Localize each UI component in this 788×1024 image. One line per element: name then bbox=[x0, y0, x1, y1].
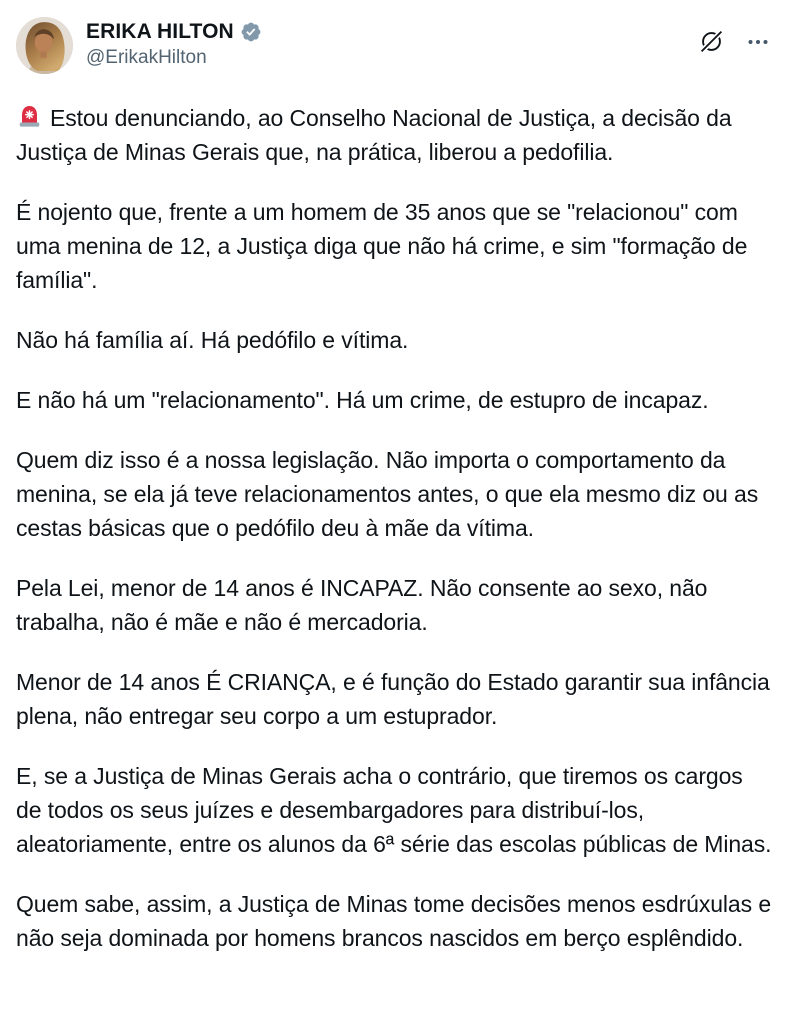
avatar-image bbox=[16, 17, 73, 74]
post-paragraph: E não há um "relacionamento". Há um crime, de estupro de incapaz. bbox=[16, 387, 709, 413]
verified-badge-icon bbox=[240, 21, 262, 43]
post-paragraph: Quem diz isso é a nossa legislação. Não importa o comportamento da menina, se ela já teve relacionamentos antes, o que ela mesmo diz ou as cestas básicas que o pedófilo deu à mãe da vítima. bbox=[16, 447, 759, 541]
post-paragraph: Não há família aí. Há pedófilo e vítima. bbox=[16, 327, 409, 353]
grok-icon-glyph bbox=[699, 29, 724, 54]
police-light-glyph bbox=[16, 103, 43, 130]
more-options-icon[interactable] bbox=[746, 30, 770, 54]
header-actions bbox=[699, 17, 772, 54]
police-light-icon bbox=[16, 103, 43, 130]
post-paragraph: Quem sabe, assim, a Justiça de Minas tome decisões menos esdrúxulas e não seja dominada por homens brancos nascidos em berço esplêndido. bbox=[16, 891, 772, 951]
user-handle[interactable]: @ErikakHilton bbox=[86, 47, 207, 68]
post-paragraph bbox=[16, 101, 772, 169]
tweet-header bbox=[16, 0, 772, 74]
post-text bbox=[16, 101, 772, 955]
avatar[interactable] bbox=[16, 17, 73, 74]
post-paragraph: É nojento que, frente a um homem de 35 anos que se "relacionou" com uma menina de 12, a Justiça diga que não há crime, e sim "formação de família". bbox=[16, 199, 748, 293]
grok-icon[interactable] bbox=[699, 29, 724, 54]
post-paragraph: Menor de 14 anos É CRIANÇA, e é função do Estado garantir sua infância plena, não entregar seu corpo a um estuprador. bbox=[16, 669, 770, 729]
display-name[interactable]: ERIKA HILTON bbox=[86, 20, 234, 43]
ellipsis-glyph bbox=[746, 30, 770, 54]
post-paragraph: Pela Lei, menor de 14 anos é INCAPAZ. Não consente ao sexo, não trabalha, não é mãe e não é mercadoria. bbox=[16, 575, 708, 635]
name-row bbox=[86, 20, 699, 44]
name-block bbox=[86, 17, 699, 69]
post-paragraph: E, se a Justiça de Minas Gerais acha o contrário, que tiremos os cargos de todos os seus juízes e desembargadores para distribuí-los, aleatoriamente, entre os alunos da 6ª série das escolas públicas de Minas. bbox=[16, 763, 772, 857]
paragraph-text: Estou denunciando, ao Conselho Nacional de Justiça, a decisão da Justiça de Minas Gerais que, na prática, liberou a pedofilia. bbox=[16, 105, 732, 165]
